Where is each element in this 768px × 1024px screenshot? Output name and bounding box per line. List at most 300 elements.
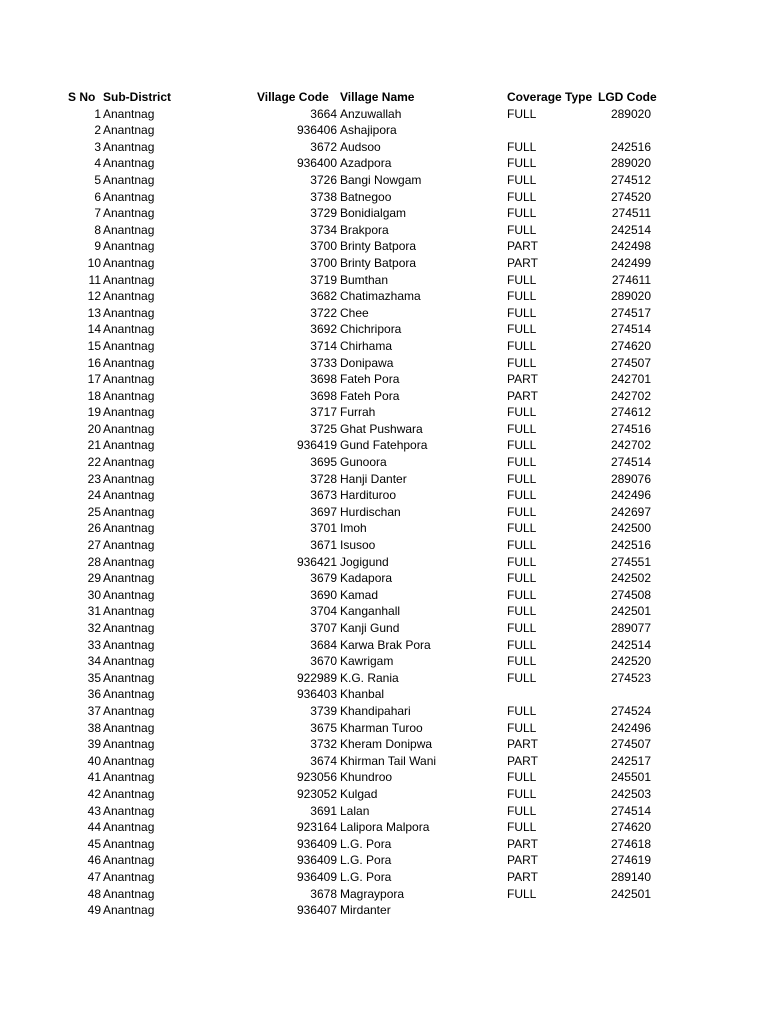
village-code-cell: 3700 — [310, 239, 337, 254]
sub-district-cell: Anantnag — [103, 903, 155, 918]
sno-cell: 37 — [87, 703, 101, 718]
sub-district-cell: Anantnag — [103, 753, 155, 768]
coverage-type-cell: FULL — [507, 587, 537, 602]
village-coverage-table — [0, 89, 768, 919]
table-row — [0, 189, 768, 206]
sub-district-cell: Anantnag — [103, 786, 155, 801]
village-name-cell: Magraypora — [340, 886, 405, 901]
table-row — [0, 454, 768, 471]
village-name-cell: Khandipahari — [340, 703, 411, 718]
coverage-type-cell: FULL — [507, 504, 537, 519]
coverage-type-cell: FULL — [507, 305, 537, 320]
lgd-code-cell: 242502 — [610, 571, 651, 586]
lgd-code-cell: 245501 — [610, 770, 651, 785]
table-row — [0, 305, 768, 322]
table-row — [0, 886, 768, 903]
village-name-cell: Kanganhall — [340, 604, 401, 619]
lgd-code-cell: 242701 — [610, 372, 651, 387]
coverage-type-cell: FULL — [507, 338, 537, 353]
village-code-cell: 3679 — [310, 571, 337, 586]
coverage-type-cell: PART — [507, 753, 538, 768]
lgd-code-cell: 274514 — [610, 322, 651, 337]
coverage-type-cell: PART — [507, 737, 538, 752]
coverage-type-cell: FULL — [507, 289, 537, 304]
lgd-code-cell: 289020 — [610, 156, 651, 171]
sno-cell: 39 — [87, 737, 101, 752]
village-code-cell: 3675 — [310, 720, 337, 735]
lgd-code-cell: 274551 — [610, 554, 651, 569]
lgd-code-cell: 242702 — [610, 438, 651, 453]
coverage-type-cell: FULL — [507, 106, 537, 121]
sub-district-cell: Anantnag — [103, 637, 155, 652]
village-code-cell: 3671 — [310, 538, 337, 553]
coverage-type-cell: FULL — [507, 355, 537, 370]
village-name-cell: Chee — [340, 305, 369, 320]
lgd-code-cell: 242500 — [610, 521, 651, 536]
lgd-code-cell: 274508 — [610, 587, 651, 602]
sno-cell: 7 — [94, 206, 101, 221]
sub-district-cell: Anantnag — [103, 853, 155, 868]
sno-cell: 48 — [87, 886, 101, 901]
sno-cell: 2 — [94, 123, 101, 138]
lgd-code-cell: 274620 — [610, 338, 651, 353]
sub-district-cell: Anantnag — [103, 720, 155, 735]
village-name-cell: Chatimazhama — [340, 289, 421, 304]
table-row — [0, 321, 768, 338]
sno-cell: 30 — [87, 587, 101, 602]
village-name-cell: Jogigund — [340, 554, 389, 569]
village-name-cell: Khirman Tail Wani — [340, 753, 437, 768]
village-code-cell: 3733 — [310, 355, 337, 370]
village-name-cell: Bumthan — [340, 272, 389, 287]
village-name-cell: Fateh Pora — [340, 388, 400, 403]
coverage-type-cell: FULL — [507, 886, 537, 901]
sno-cell: 25 — [87, 504, 101, 519]
village-code-cell: 3725 — [310, 421, 337, 436]
village-code-cell: 936409 — [296, 853, 337, 868]
village-code-cell: 3704 — [310, 604, 337, 619]
table-row — [0, 288, 768, 305]
lgd-code-cell: 289140 — [610, 869, 651, 884]
coverage-type-cell: FULL — [507, 803, 537, 818]
village-code-cell: 3722 — [310, 305, 337, 320]
sub-district-cell: Anantnag — [103, 322, 155, 337]
coverage-type-cell: FULL — [507, 538, 537, 553]
lgd-code-cell: 274618 — [610, 836, 651, 851]
village-code-cell: 3738 — [310, 189, 337, 204]
table-row — [0, 520, 768, 537]
village-name-cell: Fateh Pora — [340, 372, 400, 387]
coverage-type-cell: FULL — [507, 272, 537, 287]
village-name-cell: Khanbal — [340, 687, 385, 702]
table-row — [0, 371, 768, 388]
village-name-cell: Kamad — [340, 587, 379, 602]
village-name-cell: Kheram Donipwa — [340, 737, 433, 752]
village-name-cell: Furrah — [340, 405, 376, 420]
header-coverage-type: Coverage Type — [507, 90, 593, 104]
table-row — [0, 720, 768, 737]
sno-cell: 47 — [87, 869, 101, 884]
sub-district-cell: Anantnag — [103, 172, 155, 187]
sno-cell: 12 — [87, 289, 101, 304]
coverage-type-cell: FULL — [507, 488, 537, 503]
sub-district-cell: Anantnag — [103, 670, 155, 685]
sno-cell: 31 — [87, 604, 101, 619]
village-code-cell: 3697 — [310, 504, 337, 519]
lgd-code-cell: 274620 — [610, 820, 651, 835]
sub-district-cell: Anantnag — [103, 255, 155, 270]
village-name-cell: K.G. Rania — [340, 670, 399, 685]
table-row — [0, 902, 768, 919]
table-row — [0, 537, 768, 554]
lgd-code-cell: 274507 — [610, 355, 651, 370]
sub-district-cell: Anantnag — [103, 123, 155, 138]
village-name-cell: Hurdischan — [340, 504, 401, 519]
village-code-cell: 3726 — [310, 172, 337, 187]
coverage-type-cell: PART — [507, 239, 538, 254]
table-row — [0, 570, 768, 587]
coverage-type-cell: FULL — [507, 604, 537, 619]
lgd-code-cell: 242697 — [610, 504, 651, 519]
sub-district-cell: Anantnag — [103, 455, 155, 470]
sno-cell: 19 — [87, 405, 101, 420]
village-code-cell: 3678 — [310, 886, 337, 901]
village-code-cell: 3684 — [310, 637, 337, 652]
table-row — [0, 437, 768, 454]
village-code-cell: 3734 — [310, 222, 337, 237]
lgd-code-cell: 274514 — [610, 455, 651, 470]
village-code-cell: 3670 — [310, 654, 337, 669]
sno-cell: 35 — [87, 670, 101, 685]
sub-district-cell: Anantnag — [103, 538, 155, 553]
village-name-cell: Hardituroo — [340, 488, 397, 503]
table-row — [0, 670, 768, 687]
lgd-code-cell: 242496 — [610, 720, 651, 735]
lgd-code-cell: 242514 — [610, 222, 651, 237]
sub-district-cell: Anantnag — [103, 571, 155, 586]
sno-cell: 21 — [87, 438, 101, 453]
table-row — [0, 106, 768, 123]
village-code-cell: 3672 — [310, 139, 337, 154]
sub-district-cell: Anantnag — [103, 687, 155, 702]
village-code-cell: 923164 — [296, 820, 337, 835]
sno-cell: 44 — [87, 820, 101, 835]
coverage-type-cell: FULL — [507, 421, 537, 436]
village-code-cell: 936400 — [296, 156, 337, 171]
village-code-cell: 3732 — [310, 737, 337, 752]
sub-district-cell: Anantnag — [103, 604, 155, 619]
village-name-cell: Lalan — [340, 803, 370, 818]
village-code-cell: 922989 — [296, 670, 337, 685]
lgd-code-cell: 242501 — [610, 604, 651, 619]
lgd-code-cell: 274517 — [610, 305, 651, 320]
village-name-cell: L.G. Pora — [340, 869, 392, 884]
sno-cell: 26 — [87, 521, 101, 536]
coverage-type-cell: FULL — [507, 405, 537, 420]
village-name-cell: L.G. Pora — [340, 836, 392, 851]
sub-district-cell: Anantnag — [103, 488, 155, 503]
sub-district-cell: Anantnag — [103, 521, 155, 536]
sno-cell: 10 — [87, 255, 101, 270]
table-row — [0, 487, 768, 504]
village-code-cell: 3707 — [310, 621, 337, 635]
sno-cell: 15 — [87, 338, 101, 353]
lgd-code-cell: 274516 — [610, 421, 651, 436]
table-row — [0, 836, 768, 853]
sno-cell: 29 — [87, 571, 101, 586]
village-name-cell: Anzuwallah — [340, 106, 402, 121]
lgd-code-cell: 274507 — [610, 737, 651, 752]
table-row — [0, 404, 768, 421]
sub-district-cell: Anantnag — [103, 372, 155, 387]
table-row — [0, 753, 768, 770]
table-row — [0, 603, 768, 620]
coverage-type-cell: FULL — [507, 720, 537, 735]
village-name-cell: Gunoora — [340, 455, 387, 470]
coverage-type-cell: PART — [507, 836, 538, 851]
village-code-cell: 3682 — [310, 289, 337, 304]
village-name-cell: Audsoo — [340, 139, 381, 154]
table-row — [0, 786, 768, 803]
coverage-type-cell: FULL — [507, 703, 537, 718]
table-row — [0, 205, 768, 222]
village-name-cell: Ashajipora — [340, 123, 397, 138]
sno-cell: 42 — [87, 786, 101, 801]
village-code-cell: 3700 — [310, 255, 337, 270]
table-header-row — [0, 89, 768, 106]
sno-cell: 32 — [87, 621, 101, 635]
village-name-cell: Kulgad — [340, 786, 378, 801]
village-name-cell: Bonidialgam — [340, 206, 407, 221]
village-code-cell: 3739 — [310, 703, 337, 718]
table-body — [0, 106, 768, 919]
village-code-cell: 936419 — [296, 438, 337, 453]
village-name-cell: Lalipora Malpora — [340, 820, 430, 835]
village-code-cell: 3691 — [310, 803, 337, 818]
sno-cell: 1 — [94, 106, 101, 121]
table-row — [0, 139, 768, 156]
lgd-code-cell: 242503 — [610, 786, 651, 801]
village-code-cell: 936409 — [296, 869, 337, 884]
table-row — [0, 388, 768, 405]
lgd-code-cell: 242520 — [610, 654, 651, 669]
table-row — [0, 504, 768, 521]
sno-cell: 13 — [87, 305, 101, 320]
sub-district-cell: Anantnag — [103, 106, 155, 121]
village-code-cell: 3674 — [310, 753, 337, 768]
village-name-cell: Kadapora — [340, 571, 393, 586]
sub-district-cell: Anantnag — [103, 388, 155, 403]
sub-district-cell: Anantnag — [103, 438, 155, 453]
village-name-cell: Karwa Brak Pora — [340, 637, 431, 652]
village-name-cell: Brinty Batpora — [340, 255, 417, 270]
header-sub-district: Sub-District — [103, 90, 172, 104]
table-row — [0, 852, 768, 869]
lgd-code-cell: 289077 — [610, 621, 651, 635]
table-row — [0, 554, 768, 571]
table-row — [0, 255, 768, 272]
table-row — [0, 869, 768, 886]
coverage-type-cell: FULL — [507, 521, 537, 536]
lgd-code-cell: 274520 — [610, 189, 651, 204]
sub-district-cell: Anantnag — [103, 737, 155, 752]
village-name-cell: Batnegoo — [340, 189, 392, 204]
village-name-cell: Brinty Batpora — [340, 239, 417, 254]
sub-district-cell: Anantnag — [103, 770, 155, 785]
village-name-cell: Kharman Turoo — [340, 720, 423, 735]
sno-cell: 3 — [94, 139, 101, 154]
sno-cell: 5 — [94, 172, 101, 187]
sub-district-cell: Anantnag — [103, 886, 155, 901]
lgd-code-cell: 289020 — [610, 289, 651, 304]
lgd-code-cell: 242514 — [610, 637, 651, 652]
sub-district-cell: Anantnag — [103, 803, 155, 818]
village-code-cell: 936403 — [296, 687, 337, 702]
lgd-code-cell: 274512 — [610, 172, 651, 187]
coverage-type-cell: FULL — [507, 222, 537, 237]
table-row — [0, 355, 768, 372]
sub-district-cell: Anantnag — [103, 621, 155, 635]
sub-district-cell: Anantnag — [103, 305, 155, 320]
coverage-type-cell: FULL — [507, 637, 537, 652]
lgd-code-cell: 242516 — [610, 139, 651, 154]
sub-district-cell: Anantnag — [103, 504, 155, 519]
lgd-code-cell: 242499 — [610, 255, 651, 270]
village-code-cell: 3664 — [310, 106, 337, 121]
table-row — [0, 272, 768, 289]
sno-cell: 41 — [87, 770, 101, 785]
village-name-cell: Kawrigam — [340, 654, 394, 669]
table-row — [0, 172, 768, 189]
sub-district-cell: Anantnag — [103, 869, 155, 884]
coverage-type-cell: FULL — [507, 206, 537, 221]
coverage-type-cell: FULL — [507, 670, 537, 685]
sub-district-cell: Anantnag — [103, 654, 155, 669]
village-name-cell: Kanji Gund — [340, 621, 400, 635]
village-name-cell: Mirdanter — [340, 903, 391, 918]
lgd-code-cell: 242501 — [610, 886, 651, 901]
village-name-cell: Isusoo — [340, 538, 376, 553]
coverage-type-cell: FULL — [507, 621, 537, 635]
table-row — [0, 155, 768, 172]
lgd-code-cell: 289076 — [610, 471, 651, 486]
sub-district-cell: Anantnag — [103, 272, 155, 287]
village-code-cell: 936406 — [296, 123, 337, 138]
coverage-type-cell: PART — [507, 853, 538, 868]
lgd-code-cell: 242517 — [610, 753, 651, 768]
sno-cell: 24 — [87, 488, 101, 503]
sno-cell: 17 — [87, 372, 101, 387]
sno-cell: 14 — [87, 322, 101, 337]
sno-cell: 6 — [94, 189, 101, 204]
table-row — [0, 819, 768, 836]
coverage-type-cell: FULL — [507, 786, 537, 801]
coverage-type-cell: FULL — [507, 189, 537, 204]
table-row — [0, 736, 768, 753]
sno-cell: 9 — [94, 239, 101, 254]
sub-district-cell: Anantnag — [103, 471, 155, 486]
village-name-cell: Ghat Pushwara — [340, 421, 423, 436]
coverage-type-cell: PART — [507, 869, 538, 884]
sno-cell: 23 — [87, 471, 101, 486]
sub-district-cell: Anantnag — [103, 206, 155, 221]
sub-district-cell: Anantnag — [103, 139, 155, 154]
lgd-code-cell: 274524 — [610, 703, 651, 718]
sub-district-cell: Anantnag — [103, 703, 155, 718]
sno-cell: 20 — [87, 421, 101, 436]
sno-cell: 16 — [87, 355, 101, 370]
coverage-type-cell: FULL — [507, 139, 537, 154]
village-code-cell: 936409 — [296, 836, 337, 851]
coverage-type-cell: FULL — [507, 156, 537, 171]
sno-cell: 46 — [87, 853, 101, 868]
village-code-cell: 3719 — [310, 272, 337, 287]
coverage-type-cell: PART — [507, 255, 538, 270]
lgd-code-cell: 242516 — [610, 538, 651, 553]
coverage-type-cell: PART — [507, 372, 538, 387]
village-name-cell: Donipawa — [340, 355, 394, 370]
sno-cell: 11 — [88, 272, 101, 287]
coverage-type-cell: FULL — [507, 322, 537, 337]
village-code-cell: 3714 — [310, 338, 337, 353]
lgd-code-cell: 274514 — [610, 803, 651, 818]
sno-cell: 34 — [87, 654, 101, 669]
village-name-cell: Imoh — [340, 521, 367, 536]
table-row — [0, 238, 768, 255]
village-code-cell: 3673 — [310, 488, 337, 503]
sno-cell: 27 — [87, 538, 101, 553]
lgd-code-cell: 274611 — [611, 272, 651, 287]
header-sno: S No — [68, 90, 96, 104]
village-name-cell: Gund Fatehpora — [340, 438, 428, 453]
table-row — [0, 587, 768, 604]
lgd-code-cell: 274511 — [611, 206, 651, 221]
lgd-code-cell: 274619 — [610, 853, 651, 868]
coverage-type-cell: FULL — [507, 471, 537, 486]
coverage-type-cell: FULL — [507, 438, 537, 453]
table-row — [0, 338, 768, 355]
sno-cell: 36 — [87, 687, 101, 702]
village-code-cell: 3701 — [310, 521, 337, 536]
table-row — [0, 703, 768, 720]
village-code-cell: 3698 — [310, 388, 337, 403]
sub-district-cell: Anantnag — [103, 836, 155, 851]
table-row — [0, 421, 768, 438]
village-code-cell: 936407 — [296, 903, 337, 918]
coverage-type-cell: FULL — [507, 455, 537, 470]
sub-district-cell: Anantnag — [103, 338, 155, 353]
village-name-cell: Hanji Danter — [340, 471, 407, 486]
lgd-code-cell: 242498 — [610, 239, 651, 254]
sub-district-cell: Anantnag — [103, 587, 155, 602]
village-code-cell: 3728 — [310, 471, 337, 486]
village-code-cell: 936421 — [296, 554, 337, 569]
village-code-cell: 3695 — [310, 455, 337, 470]
village-name-cell: Chirhama — [340, 338, 393, 353]
sno-cell: 49 — [87, 903, 101, 918]
sub-district-cell: Anantnag — [103, 421, 155, 436]
coverage-type-cell: FULL — [507, 654, 537, 669]
table-row — [0, 471, 768, 488]
village-code-cell: 923052 — [296, 786, 337, 801]
lgd-code-cell: 289020 — [610, 106, 651, 121]
village-name-cell: Brakpora — [340, 222, 389, 237]
sno-cell: 33 — [87, 637, 101, 652]
coverage-type-cell: FULL — [507, 172, 537, 187]
sub-district-cell: Anantnag — [103, 222, 155, 237]
sno-cell: 40 — [87, 753, 101, 768]
village-name-cell: Chichripora — [340, 322, 402, 337]
